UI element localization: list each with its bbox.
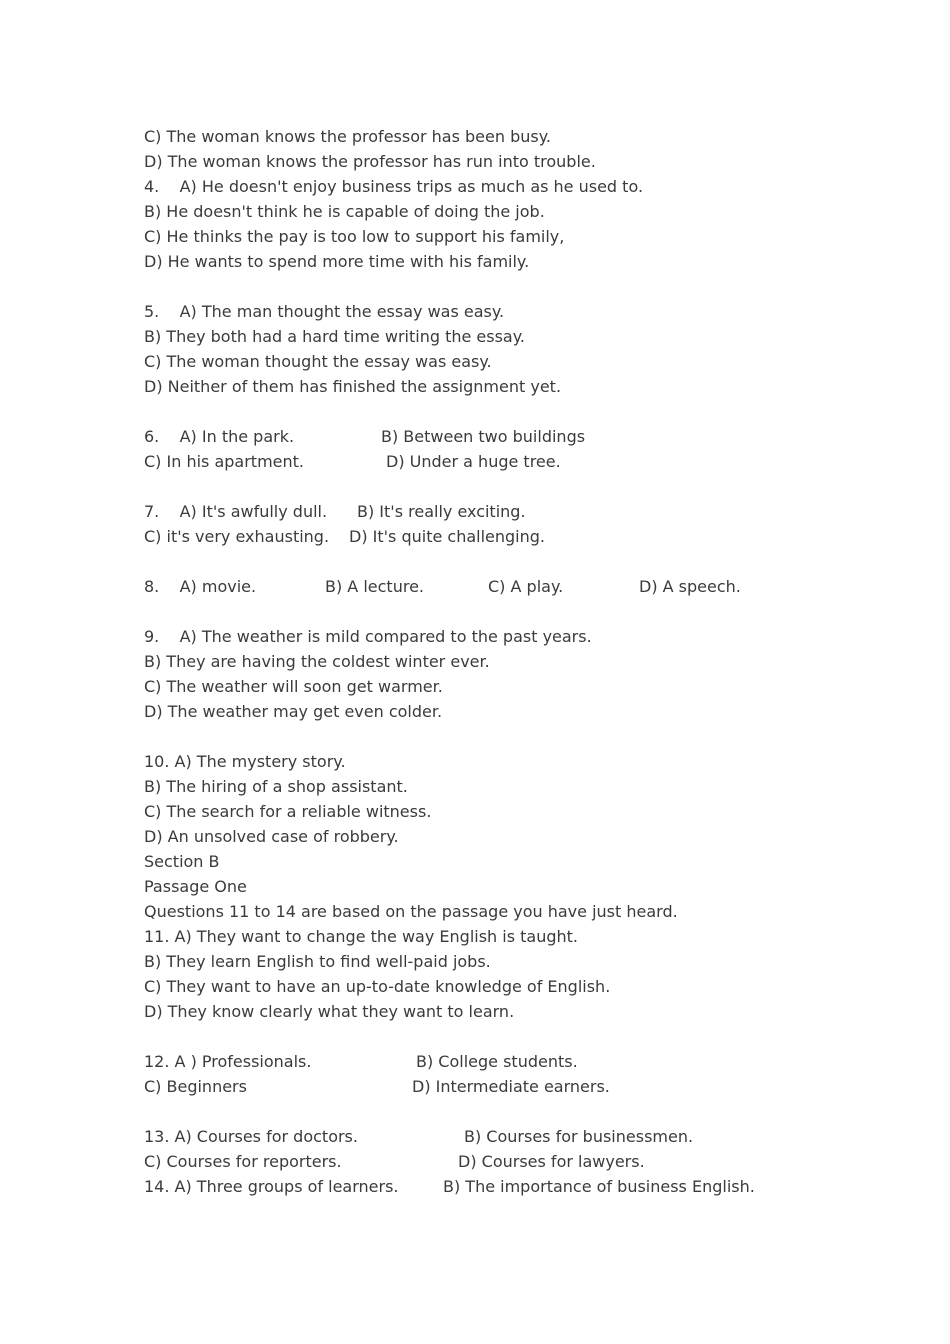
q12-row-2	[144, 1074, 904, 1099]
q7-option-a: 7. A) It's awfully dull.	[144, 502, 328, 521]
q7-option-b: B) It's really exciting.	[357, 502, 526, 521]
q10-option-c: C) The search for a reliable witness.	[144, 802, 432, 821]
q14-option-a: 14. A) Three groups of learners.	[144, 1177, 399, 1196]
q12-option-c: C) Beginners	[144, 1077, 247, 1096]
q8-row	[144, 574, 904, 599]
q9-option-d: D) The weather may get even colder.	[144, 702, 443, 721]
q9-option-c: C) The weather will soon get warmer.	[144, 677, 443, 696]
q11-option-a: 11. A) They want to change the way English is taught.	[144, 927, 579, 946]
q12-option-a: 12. A ) Professionals.	[144, 1052, 312, 1071]
q6-option-a: 6. A) In the park.	[144, 427, 295, 446]
spacer	[144, 549, 904, 574]
q4-option-c: C) He thinks the pay is too low to support his family,	[144, 227, 565, 246]
q12-row-1	[144, 1049, 904, 1074]
q13-option-c: C) Courses for reporters.	[144, 1152, 342, 1171]
q7-row-2	[144, 524, 904, 549]
q12-option-b: B) College students.	[416, 1052, 578, 1071]
section-instructions: Questions 11 to 14 are based on the passage you have just heard.	[144, 902, 678, 921]
q3-option-d: D) The woman knows the professor has run into trouble.	[144, 152, 596, 171]
q10-option-a: 10. A) The mystery story.	[144, 752, 346, 771]
q13-option-b: B) Courses for businessmen.	[464, 1127, 694, 1146]
q11-option-b: B) They learn English to find well-paid jobs.	[144, 952, 491, 971]
q9-option-b: B) They are having the coldest winter ever.	[144, 652, 490, 671]
spacer	[144, 724, 904, 749]
q8-option-d: D) A speech.	[639, 577, 741, 596]
q5-option-c: C) The woman thought the essay was easy.	[144, 352, 492, 371]
q7-option-c: C) it's very exhausting.	[144, 527, 330, 546]
q9-option-a: 9. A) The weather is mild compared to the past years.	[144, 627, 592, 646]
spacer	[144, 399, 904, 424]
q13-row-1	[144, 1124, 904, 1149]
q11-option-c: C) They want to have an up-to-date knowledge of English.	[144, 977, 611, 996]
q6-option-c: C) In his apartment.	[144, 452, 304, 471]
q4-option-d: D) He wants to spend more time with his family.	[144, 252, 530, 271]
q10-option-d: D) An unsolved case of robbery.	[144, 827, 399, 846]
spacer	[144, 274, 904, 299]
q5-option-a: 5. A) The man thought the essay was easy.	[144, 302, 505, 321]
section-title: Section B	[144, 852, 220, 871]
spacer	[144, 599, 904, 624]
q10-option-b: B) The hiring of a shop assistant.	[144, 777, 408, 796]
passage-title: Passage One	[144, 877, 247, 896]
q6-row-2	[144, 449, 904, 474]
q8-option-a: 8. A) movie.	[144, 577, 257, 596]
q6-row-1	[144, 424, 904, 449]
q6-option-b: B) Between two buildings	[381, 427, 586, 446]
q13-option-a: 13. A) Courses for doctors.	[144, 1127, 358, 1146]
q12-option-d: D) Intermediate earners.	[412, 1077, 610, 1096]
spacer	[144, 474, 904, 499]
q8-option-b: B) A lecture.	[325, 577, 424, 596]
q11-option-d: D) They know clearly what they want to learn.	[144, 1002, 515, 1021]
exam-page	[144, 124, 904, 1199]
q13-row-2	[144, 1149, 904, 1174]
q4-option-a: 4. A) He doesn't enjoy business trips as much as he used to.	[144, 177, 644, 196]
q5-option-d: D) Neither of them has finished the assignment yet.	[144, 377, 562, 396]
q14-option-b: B) The importance of business English.	[443, 1177, 755, 1196]
spacer	[144, 1024, 904, 1049]
q14-row	[144, 1174, 904, 1199]
q8-option-c: C) A play.	[488, 577, 564, 596]
spacer	[144, 1099, 904, 1124]
q4-option-b: B) He doesn't think he is capable of doing the job.	[144, 202, 545, 221]
q6-option-d: D) Under a huge tree.	[386, 452, 561, 471]
q5-option-b: B) They both had a hard time writing the essay.	[144, 327, 526, 346]
q7-option-d: D) It's quite challenging.	[349, 527, 546, 546]
q13-option-d: D) Courses for lawyers.	[458, 1152, 645, 1171]
q3-option-c: C) The woman knows the professor has been busy.	[144, 127, 551, 146]
q7-row-1	[144, 499, 904, 524]
